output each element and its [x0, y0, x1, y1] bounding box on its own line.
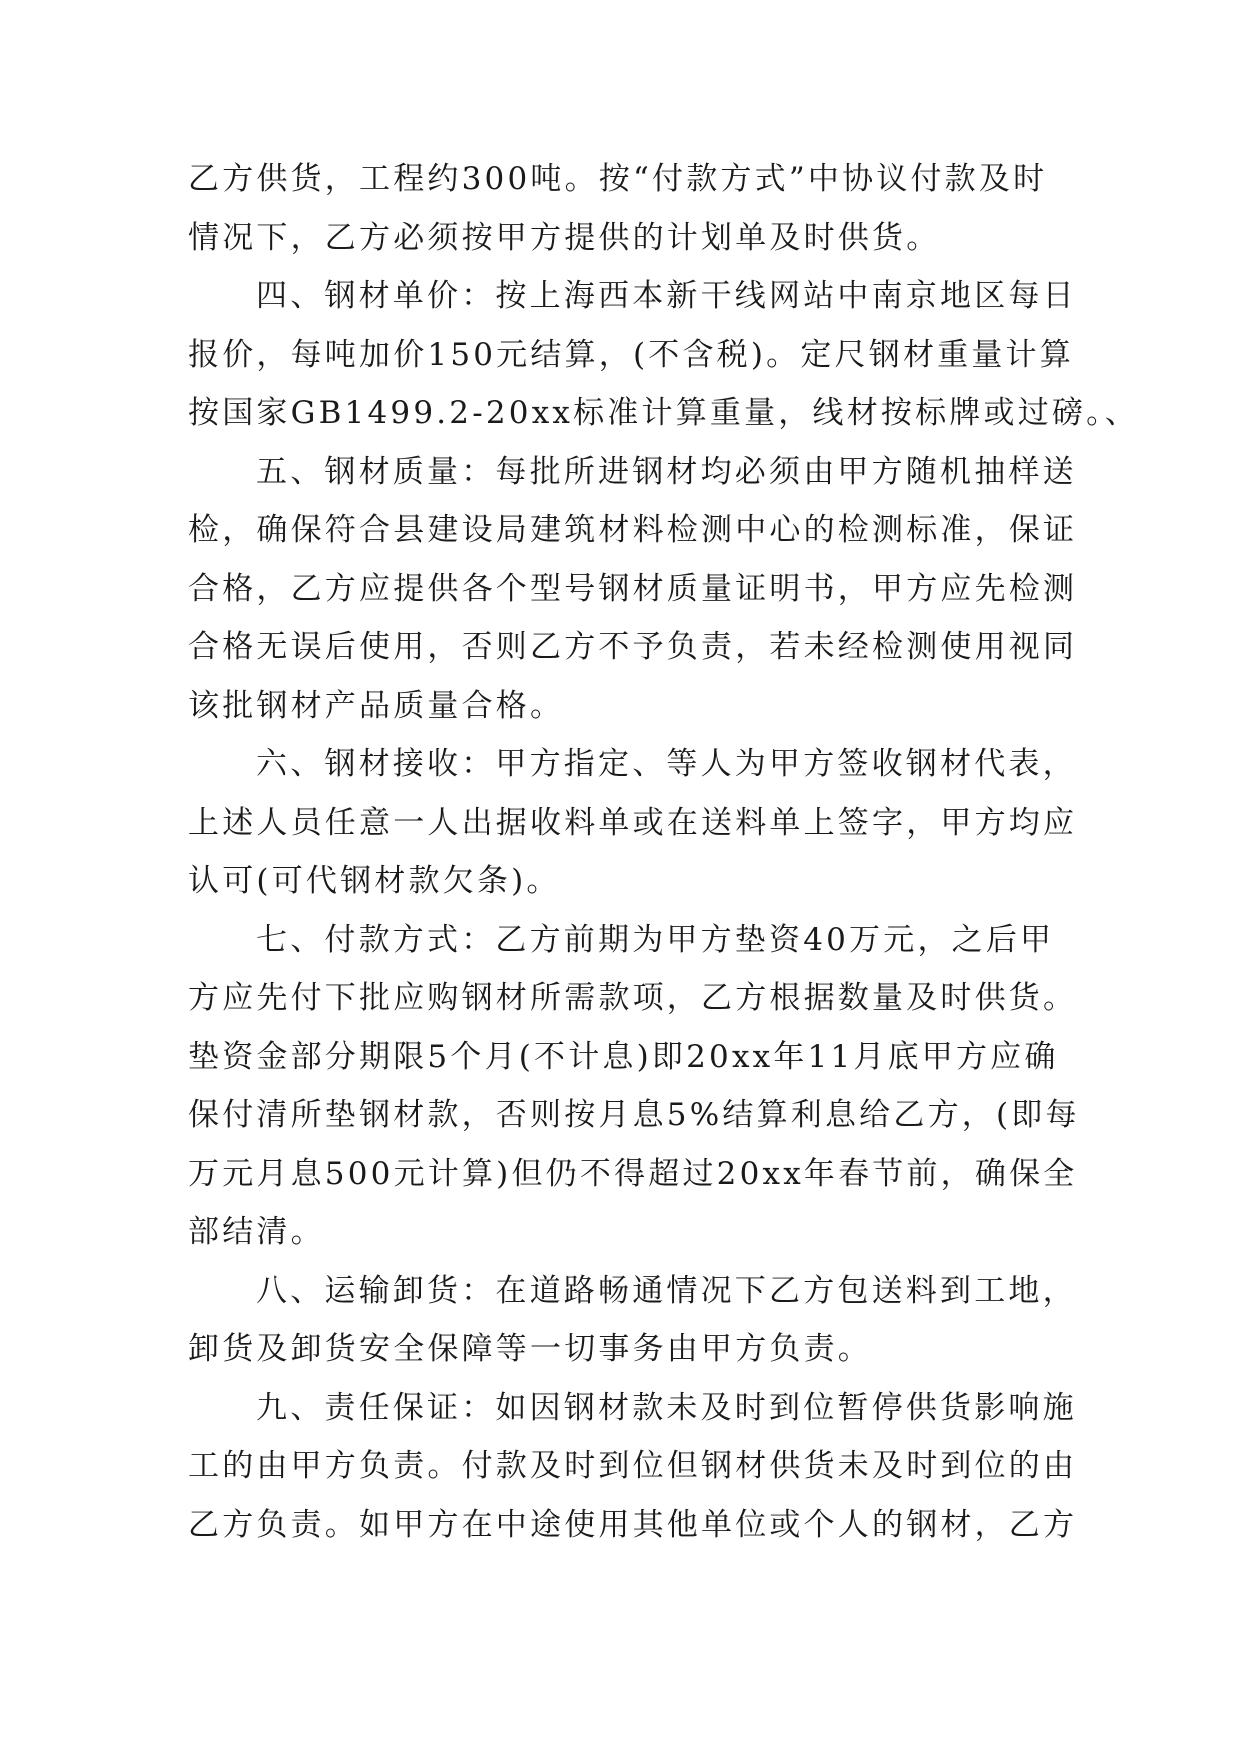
text-line: 合格，乙方应提供各个型号钢材质量证明书，甲方应先检测	[188, 570, 1078, 607]
text-line: 八、运输卸货：在道路畅通情况下乙方包送料到工地，	[256, 1272, 1077, 1309]
text-line: 检，确保符合县建设局建筑材料检测中心的检测标准，保证	[188, 512, 1078, 548]
text-line: 部结清。	[188, 1214, 325, 1250]
text-line: 认可(可代钢材款欠条)。	[188, 863, 561, 899]
text-line: 方应先付下批应购钢材所需款项，乙方根据数量及时供货。	[188, 980, 1078, 1016]
text-line: 七、付款方式：乙方前期为甲方垫资40万元，之后甲	[256, 921, 1055, 958]
text-line: 九、责任保证：如因钢材款未及时到位暂停供货影响施	[256, 1389, 1077, 1426]
text-line: 合格无误后使用，否则乙方不予负责，若未经检测使用视同	[188, 629, 1078, 665]
document-body	[188, 150, 1139, 1554]
text-line: 该批钢材产品质量合格。	[188, 687, 565, 724]
text-line: 垫资金部分期限5个月(不计息)即20xx年11月底甲方应确	[188, 1038, 1059, 1075]
text-line: 乙方负责。如甲方在中途使用其他单位或个人的钢材，乙方	[188, 1506, 1078, 1543]
text-line: 工的由甲方负责。付款及时到位但钢材供货未及时到位的由	[188, 1448, 1078, 1484]
text-line: 乙方供货，工程约300吨。按“付款方式”中协议付款及时	[188, 161, 1048, 197]
text-line: 按国家GB1499.2-20xx标准计算重量，线材按标牌或过磅。、	[188, 395, 1139, 431]
text-line: 上述人员任意一人出据收料单或在送料单上签字，甲方均应	[188, 804, 1078, 841]
text-line: 卸货及卸货安全保障等一切事务由甲方负责。	[188, 1331, 872, 1367]
text-line: 六、钢材接收：甲方指定、等人为甲方签收钢材代表，	[256, 746, 1077, 782]
text-line: 报价，每吨加价150元结算，(不含税)。定尺钢材重量计算	[188, 336, 1074, 373]
text-line: 保付清所垫钢材款，否则按月息5%结算利息给乙方，(即每	[188, 1097, 1080, 1133]
text-line: 四、钢材单价：按上海西本新干线网站中南京地区每日	[256, 278, 1077, 314]
text-line: 情况下，乙方必须按甲方提供的计划单及时供货。	[188, 219, 941, 256]
text-line: 五、钢材质量：每批所进钢材均必须由甲方随机抽样送	[256, 453, 1077, 490]
text-line: 万元月息500元计算)但仍不得超过20xx年春节前，确保全	[188, 1155, 1078, 1192]
